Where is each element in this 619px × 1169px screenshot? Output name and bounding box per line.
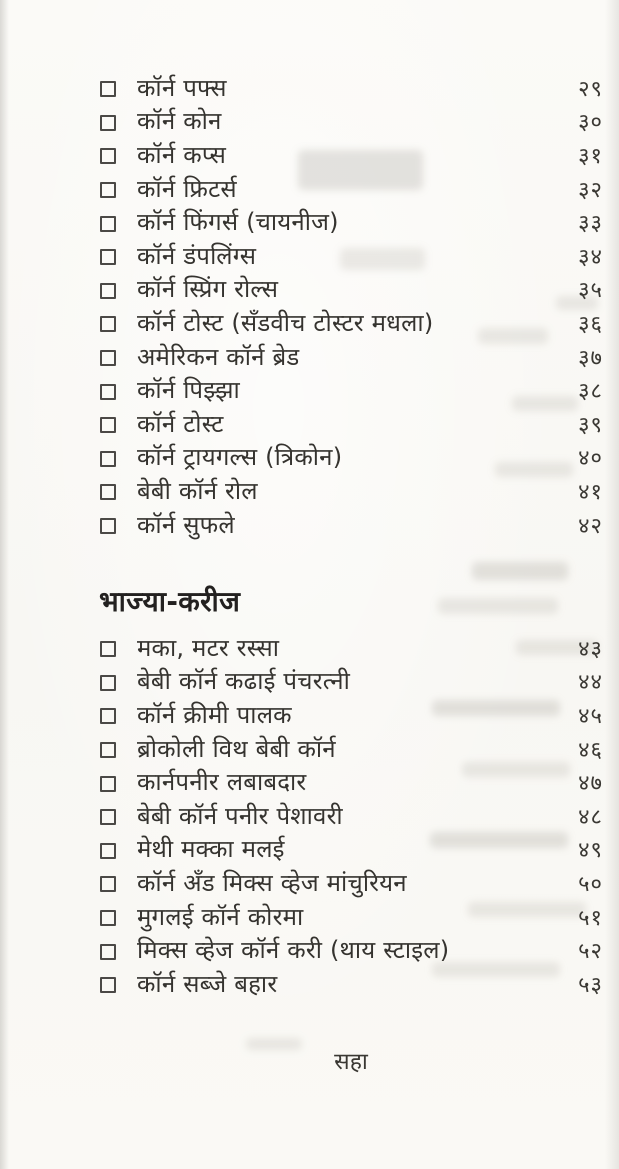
toc-item-page-number: २९ <box>578 76 603 102</box>
toc-row <box>99 172 603 206</box>
toc-item-page-number: ५२ <box>578 939 603 965</box>
toc-item-label: कॉर्न टोस्ट <box>137 409 224 438</box>
toc-item-label: कॉर्न फिंगर्स (चायनीज) <box>137 208 339 237</box>
toc-row <box>99 407 603 441</box>
toc-row <box>99 765 603 799</box>
toc-row <box>99 340 603 374</box>
toc-item-label: कॉर्न ट्रायगल्स (त्रिकोन) <box>137 443 343 472</box>
checkbox-icon <box>100 977 116 993</box>
toc-row <box>99 900 603 934</box>
checkbox-icon <box>100 182 116 198</box>
toc-item-label: कॉर्न सुफले <box>137 510 235 539</box>
toc-item-page-number: ४१ <box>578 479 603 505</box>
checkbox-icon <box>100 776 116 792</box>
toc-item-page-number: ३० <box>578 110 603 136</box>
toc-item-page-number: ३९ <box>578 412 603 438</box>
checkbox-icon <box>100 316 116 332</box>
toc-row <box>99 138 603 172</box>
toc-row <box>99 732 603 766</box>
toc-row <box>99 373 603 407</box>
toc-item-page-number: ४७ <box>578 771 603 797</box>
checkbox-icon <box>100 708 116 724</box>
toc-row <box>99 833 603 867</box>
toc-item-label: मका, मटर रस्सा <box>137 633 280 662</box>
toc-row <box>99 665 603 699</box>
toc-item-label: बेबी कॉर्न रोल <box>137 476 258 505</box>
checkbox-icon <box>100 641 116 657</box>
toc-row <box>99 933 603 967</box>
toc-item-label: मेथी मक्का मलई <box>137 835 285 864</box>
toc-item-page-number: ४२ <box>578 513 603 539</box>
toc-item-label: अमेरिकन कॉर्न ब्रेड <box>137 342 300 371</box>
toc-item-label: कार्नपनीर लबाबदार <box>137 768 307 797</box>
toc-item-label: कॉर्न स्प्रिंग रोल्स <box>137 275 279 304</box>
checkbox-icon <box>100 148 116 164</box>
toc-row <box>99 866 603 900</box>
checkbox-icon <box>100 417 116 433</box>
toc-item-page-number: ३३ <box>578 211 603 237</box>
toc-item-page-number: ३४ <box>578 244 603 270</box>
checkbox-icon <box>100 876 116 892</box>
toc-item-page-number: ३८ <box>578 379 603 405</box>
toc-row <box>99 474 603 508</box>
checkbox-icon <box>100 216 116 232</box>
toc-item-label: कॉर्न अँड मिक्स व्हेज मांचुरियन <box>137 868 407 897</box>
toc-item-label: कॉर्न पफ्स <box>137 73 227 102</box>
checkbox-icon <box>100 843 116 859</box>
toc-item-label: कॉर्न क्रीमी पालक <box>137 700 292 729</box>
toc-item-page-number: ४६ <box>578 737 603 763</box>
toc-list-curries <box>99 631 603 1001</box>
section-title: भाज्या-करीज <box>99 585 241 618</box>
toc-item-page-number: ३२ <box>578 177 603 203</box>
toc-item-page-number: ४० <box>578 446 603 472</box>
toc-item-label: मिक्स व्हेज कॉर्न करी (थाय स्टाइल) <box>137 936 450 965</box>
checkbox-icon <box>100 81 116 97</box>
toc-item-label: कॉर्न सब्जे बहार <box>137 969 278 998</box>
toc-row <box>99 967 603 1001</box>
toc-row <box>99 631 603 665</box>
toc-item-page-number: ४५ <box>578 703 603 729</box>
checkbox-icon <box>100 249 116 265</box>
toc-item-page-number: ३१ <box>578 143 603 169</box>
toc-item-page-number: ३५ <box>578 278 603 304</box>
toc-item-page-number: ४८ <box>578 804 603 830</box>
toc-item-label: कॉर्न टोस्ट (सँडवीच टोस्टर मधला) <box>137 308 434 337</box>
checkbox-icon <box>100 384 116 400</box>
toc-item-label: बेबी कॉर्न पनीर पेशावरी <box>137 801 343 830</box>
toc-row <box>99 105 603 139</box>
toc-row <box>99 799 603 833</box>
checkbox-icon <box>100 944 116 960</box>
toc-item-page-number: ३६ <box>578 311 603 337</box>
checkbox-icon <box>100 675 116 691</box>
toc-item-label: कॉर्न फ्रिटर्स <box>137 174 237 203</box>
toc-item-label: कॉर्न डंपलिंग्स <box>137 241 257 270</box>
toc-item-page-number: ४९ <box>578 838 603 864</box>
page-footer <box>99 1044 603 1076</box>
toc-row <box>99 698 603 732</box>
checkbox-icon <box>100 910 116 926</box>
toc-item-page-number: ३७ <box>578 345 603 371</box>
toc-row <box>99 239 603 273</box>
toc-row <box>99 273 603 307</box>
toc-row <box>99 306 603 340</box>
checkbox-icon <box>100 518 116 534</box>
checkbox-icon <box>100 809 116 825</box>
toc-row <box>99 441 603 475</box>
page-number-label: सहा <box>334 1049 368 1075</box>
checkbox-icon <box>100 350 116 366</box>
toc-item-label: बेबी कॉर्न कढाई पंचरत्नी <box>137 667 351 696</box>
toc-item-label: कॉर्न कोन <box>137 107 222 136</box>
checkbox-icon <box>100 451 116 467</box>
toc-item-label: कॉर्न पिझ्झा <box>137 376 240 405</box>
toc-item-page-number: ४४ <box>578 670 603 696</box>
toc-item-page-number: ५१ <box>578 905 603 931</box>
checkbox-icon <box>100 283 116 299</box>
checkbox-icon <box>100 115 116 131</box>
checkbox-icon <box>100 484 116 500</box>
toc-item-label: मुगलई कॉर्न कोरमा <box>137 902 304 931</box>
toc-item-label: ब्रोकोली विथ बेबी कॉर्न <box>137 734 336 763</box>
toc-list-snacks <box>99 71 603 541</box>
toc-row <box>99 205 603 239</box>
toc-content <box>99 0 603 1169</box>
toc-item-page-number: ५० <box>578 871 603 897</box>
toc-item-label: कॉर्न कप्स <box>137 140 226 169</box>
toc-item-page-number: ५३ <box>578 972 603 998</box>
toc-row <box>99 508 603 542</box>
toc-row <box>99 71 603 105</box>
checkbox-icon <box>100 742 116 758</box>
toc-item-page-number: ४३ <box>578 636 603 662</box>
